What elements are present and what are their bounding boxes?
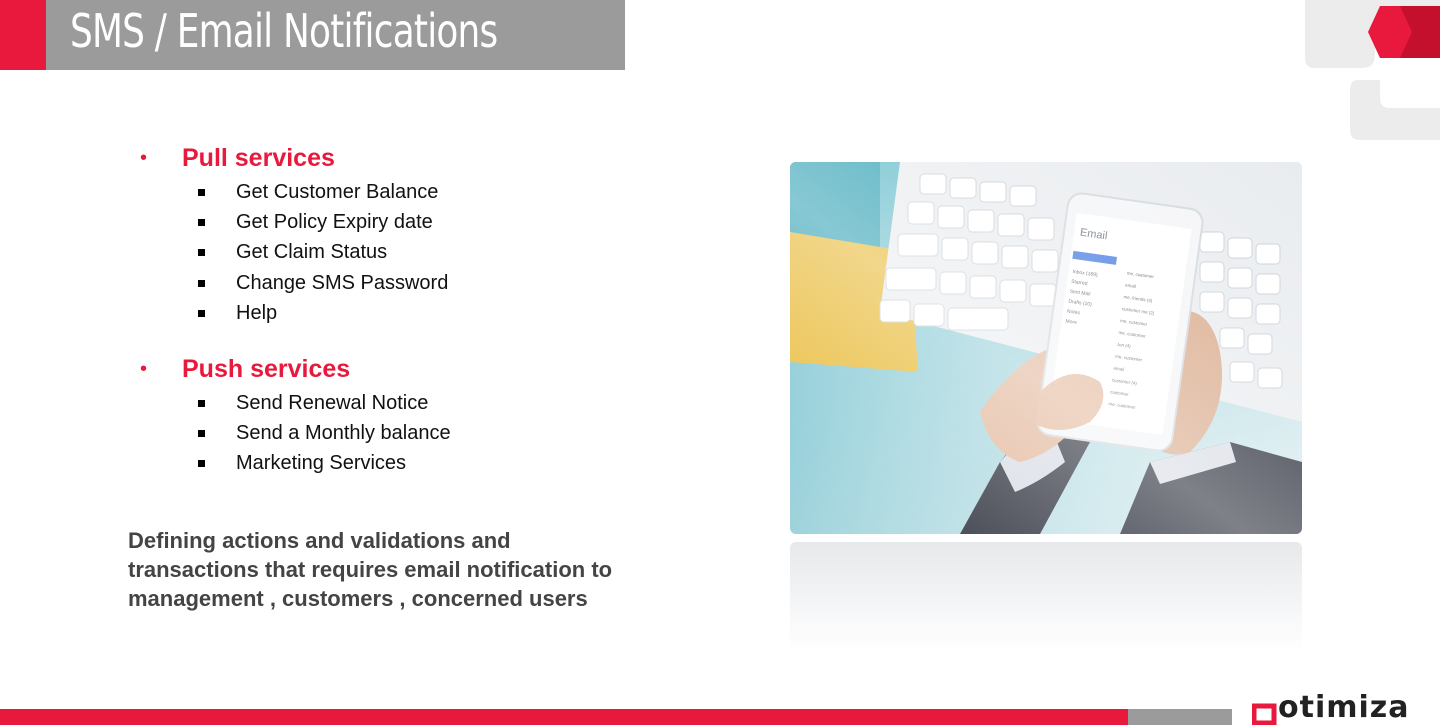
list-item	[128, 449, 748, 479]
title-accent-bar	[0, 0, 46, 70]
pull-services-section	[128, 140, 748, 329]
slide-title: SMS / Email Notifications	[70, 4, 498, 58]
summary-line: transactions that requires email notification to	[128, 557, 613, 582]
list-item-label: Marketing Services	[236, 452, 407, 475]
list-item-label: Send Renewal Notice	[236, 391, 429, 414]
title-bar	[46, 0, 625, 70]
footer-accent-bar	[0, 709, 1128, 725]
section-title: Push services	[182, 354, 351, 383]
summary-line: management , customers , concerned users	[128, 586, 588, 611]
list-item	[128, 419, 748, 449]
push-services-section	[128, 351, 748, 480]
square-bullet-icon	[198, 430, 205, 437]
list-item-label: Send a Monthly balance	[236, 422, 451, 445]
company-logo	[1252, 690, 1412, 725]
corner-decoration	[1300, 0, 1440, 145]
list-item	[128, 238, 748, 268]
list-item	[128, 269, 748, 299]
square-bullet-icon	[198, 219, 205, 226]
square-bullet-icon	[198, 249, 205, 256]
square-bullet-icon	[198, 400, 205, 407]
square-bullet-icon	[198, 189, 205, 196]
square-bullet-icon	[198, 460, 205, 467]
section-title: Pull services	[182, 144, 335, 172]
photo-illustration	[790, 162, 1302, 534]
square-bullet-icon	[198, 310, 205, 317]
list-item	[128, 299, 748, 329]
summary-line: Defining actions and validations and	[128, 528, 511, 553]
list-item-label: Change SMS Password	[236, 271, 449, 294]
square-bullet-icon	[198, 280, 205, 287]
list-item-label: Help	[236, 301, 278, 324]
list-item	[128, 208, 748, 238]
services-list	[128, 140, 748, 502]
list-item-label: Get Claim Status	[236, 241, 388, 264]
logo-mark-icon	[1252, 694, 1278, 725]
photo-reflection	[790, 542, 1302, 652]
summary-text	[128, 526, 728, 613]
list-item	[128, 178, 748, 208]
section-bullet: •	[140, 357, 148, 380]
logo-text: otimiza	[1278, 690, 1410, 725]
phone-keyboard-photo	[790, 162, 1302, 534]
footer-grey-bar	[1128, 709, 1232, 725]
list-item-label: Get Policy Expiry date	[236, 211, 433, 234]
section-bullet: •	[140, 147, 148, 169]
list-item-label: Get Customer Balance	[236, 181, 439, 203]
list-item	[128, 389, 748, 419]
